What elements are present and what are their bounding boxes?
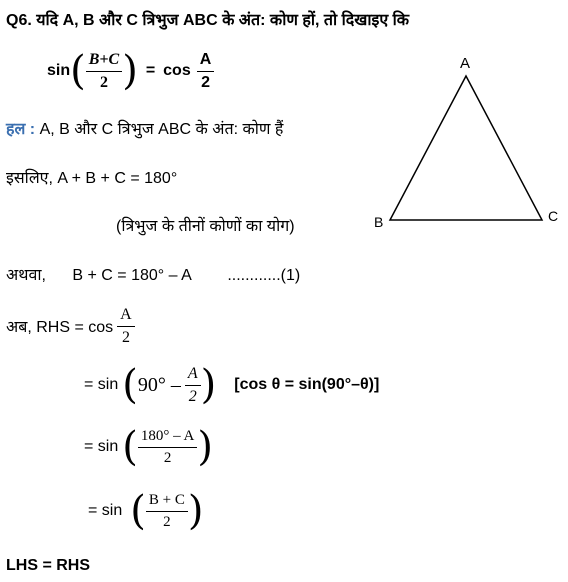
solution-label: हल : bbox=[6, 121, 36, 138]
step1-inner: 90° – bbox=[137, 373, 181, 396]
step3-prefix: = sin bbox=[88, 502, 123, 519]
fraction-denominator: 2 bbox=[201, 73, 210, 91]
question-label: Q6. bbox=[6, 12, 32, 29]
to-prove-rhs-func: cos bbox=[163, 62, 191, 79]
solution-line-3: (त्रिभुज के तीनों कोणों का योग) bbox=[116, 218, 295, 235]
step1-fraction bbox=[185, 365, 201, 405]
close-paren: ) bbox=[187, 488, 204, 534]
line4-reference: ............(1) bbox=[227, 267, 301, 284]
fraction-denominator: 2 bbox=[121, 328, 130, 346]
solution-line-2: इसलिए, A + B + C = 180° bbox=[6, 170, 178, 187]
triangle-outline bbox=[390, 76, 542, 220]
solution-line-1 bbox=[6, 117, 283, 139]
step3-fraction bbox=[146, 492, 188, 530]
conclusion: LHS = RHS bbox=[6, 557, 91, 574]
solution-step-2 bbox=[84, 424, 213, 470]
question-statement: यदि A, B और C त्रिभुज ABC के अंत: कोण हों, तो दिखाइए कि bbox=[36, 12, 410, 29]
solution-line-5 bbox=[6, 306, 135, 346]
close-paren: ) bbox=[200, 362, 217, 408]
open-paren: ( bbox=[122, 424, 138, 470]
step1-note: [cos θ = sin(90°–θ)] bbox=[234, 376, 380, 393]
equals-sign: = bbox=[145, 62, 156, 79]
line5-fraction bbox=[117, 306, 135, 346]
open-paren: ( bbox=[130, 488, 146, 534]
fraction-numerator: B+C bbox=[86, 51, 122, 72]
fraction-numerator: 180° – A bbox=[138, 428, 198, 448]
to-prove-lhs-fraction bbox=[86, 51, 122, 91]
solution-text-1: A, B और C त्रिभुज ABC के अंत: कोण हैं bbox=[39, 121, 284, 138]
fraction-denominator: 2 bbox=[163, 449, 172, 466]
step1-prefix: = sin bbox=[84, 376, 119, 393]
line4-prefix: अथवा, bbox=[6, 267, 46, 284]
fraction-numerator: A bbox=[197, 51, 215, 72]
vertex-label-c: C bbox=[548, 208, 559, 224]
line5-prefix: अब, RHS = cos bbox=[6, 319, 114, 337]
open-paren: ( bbox=[122, 362, 138, 408]
fraction-denominator: 2 bbox=[163, 513, 171, 530]
solution-line-4 bbox=[6, 263, 300, 285]
fraction-numerator: A bbox=[185, 365, 201, 386]
fraction-denominator: 2 bbox=[188, 387, 197, 405]
question-line bbox=[6, 8, 409, 30]
step2-prefix: = sin bbox=[84, 438, 119, 455]
to-prove-rhs-fraction bbox=[197, 51, 215, 91]
close-paren: ) bbox=[122, 48, 138, 94]
to-prove-lhs-func: sin bbox=[47, 62, 71, 79]
vertex-label-b: B bbox=[374, 214, 384, 230]
close-paren: ) bbox=[197, 424, 213, 470]
open-paren: ( bbox=[70, 48, 86, 94]
triangle-figure bbox=[370, 50, 565, 235]
step2-fraction bbox=[138, 428, 198, 466]
solution-step-3 bbox=[88, 488, 203, 534]
solution-step-1 bbox=[84, 362, 379, 408]
fraction-denominator: 2 bbox=[99, 73, 108, 91]
fraction-numerator: B + C bbox=[146, 492, 188, 512]
fraction-numerator: A bbox=[117, 306, 135, 327]
to-prove-equation bbox=[47, 48, 214, 94]
line4-equation: B + C = 180° – A bbox=[72, 267, 191, 284]
vertex-label-a: A bbox=[460, 55, 471, 72]
